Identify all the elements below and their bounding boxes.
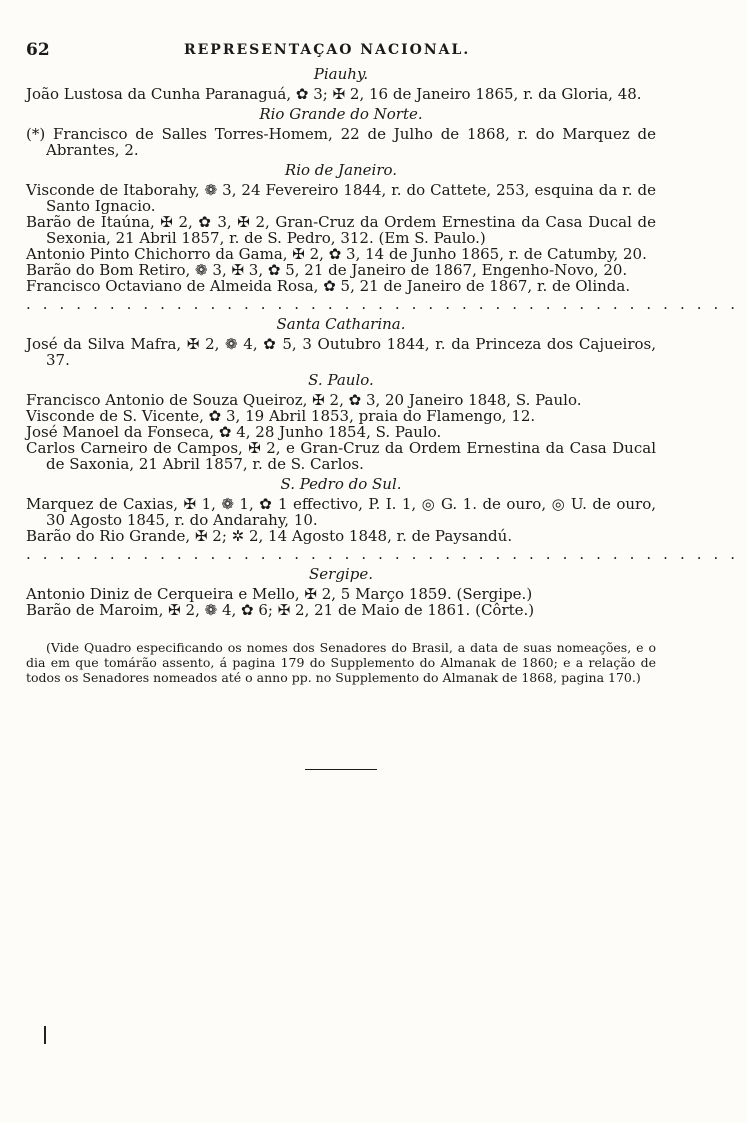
entry: Francisco Octaviano de Almeida Rosa, ✿ 5, 21 de Janeiro de 1867, r. de Olinda. (26, 277, 631, 295)
section-title: Santa Catharina. (276, 315, 406, 333)
entry: Visconde de Itaborahy, ❁ 3, 24 Fevereiro 1844, r. do Cattete, 253, esquina da r. de Santo Ignacio. (26, 181, 656, 215)
section-title: S. Paulo. (308, 371, 374, 389)
section-title: S. Pedro do Sul. (280, 475, 402, 493)
entry: José da Silva Mafra, ✠ 2, ❁ 4, ✿ 5, 3 Outubro 1844, r. da Princeza dos Cajueiros, 37. (26, 335, 656, 369)
entry: Barão do Rio Grande, ✠ 2; ✲ 2, 14 Agosto 1848, r. de Paysandú. (26, 527, 513, 545)
entry: (*) Francisco de Salles Torres-Homem, 22 de Julho de 1868, r. do Marquez de Abrantes, 2. (26, 125, 656, 159)
entry: José Manoel da Fonseca, ✿ 4, 28 Junho 1854, S. Paulo. (26, 423, 442, 441)
entry: Carlos Carneiro de Campos, ✠ 2, e Gran-Cruz da Ordem Ernestina da Casa Ducal de Saxonia, 21 Abril 1857, r. de S. Carlos. (26, 439, 656, 473)
section-title: Piauhy. (313, 65, 369, 83)
section-title: Rio de Janeiro. (284, 161, 398, 179)
section-title: Sergipe. (309, 565, 373, 583)
entry: Antonio Diniz de Cerqueira e Mello, ✠ 2, 5 Março 1859. (Sergipe.) (26, 585, 533, 603)
margin-mark (44, 1026, 46, 1044)
page-header (26, 40, 656, 62)
entry: Barão do Bom Retiro, ❁ 3, ✠ 3, ✿ 5, 21 de Janeiro de 1867, Engenho-Novo, 20. (26, 261, 628, 279)
entry: João Lustosa da Cunha Paranaguá, ✿ 3; ✠ 2, 16 de Janeiro 1865, r. da Gloria, 48. (26, 85, 642, 103)
entry: Marquez de Caxias, ✠ 1, ❁ 1, ✿ 1 effectivo, P. I. 1, ◎ G. 1. de ouro, ◎ U. de ouro, 30 Agosto 1845, r. do Andarahy, 10. (26, 495, 656, 529)
page-number: 62 (26, 40, 50, 60)
entry: Barão de Itaúna, ✠ 2, ✿ 3, ✠ 2, Gran-Cruz da Ordem Ernestina da Casa Ducal de Sexonia, 21 Abril 1857, r. de S. Pedro, 312. (Em S. Paulo.) (26, 213, 656, 247)
entry: Visconde de S. Vicente, ✿ 3, 19 Abril 1853, praia do Flamengo, 12. (26, 407, 536, 425)
footnote: (Vide Quadro especificando os nomes dos Senadores do Brasil, a data de suas nomeações, e o dia em que tomárão assento, á pagina 179 do Supplemento do Almanak de 1860; e a relação de todos os Senadores nomeados até o anno pp. no Supplemento do Almanak de 1868, pagina 170.) (26, 640, 656, 685)
entry: Francisco Antonio de Souza Queiroz, ✠ 2, ✿ 3, 20 Janeiro 1848, S. Paulo. (26, 391, 582, 409)
section-title: Rio Grande do Norte. (259, 105, 423, 123)
ellipsis-separator: ........................................... (26, 295, 747, 313)
running-title: REPRESENTAÇAO NACIONAL. (184, 42, 471, 58)
document-page (26, 40, 747, 770)
entry: Antonio Pinto Chichorro da Gama, ✠ 2, ✿ 3, 14 de Junho 1865, r. de Catumby, 20. (26, 245, 647, 263)
ellipsis-separator: ........................................... (26, 545, 747, 563)
closing-rule (305, 769, 377, 770)
sections-container (26, 64, 747, 619)
entry: Barão de Maroim, ✠ 2, ❁ 4, ✿ 6; ✠ 2, 21 de Maio de 1861. (Côrte.) (26, 601, 535, 619)
